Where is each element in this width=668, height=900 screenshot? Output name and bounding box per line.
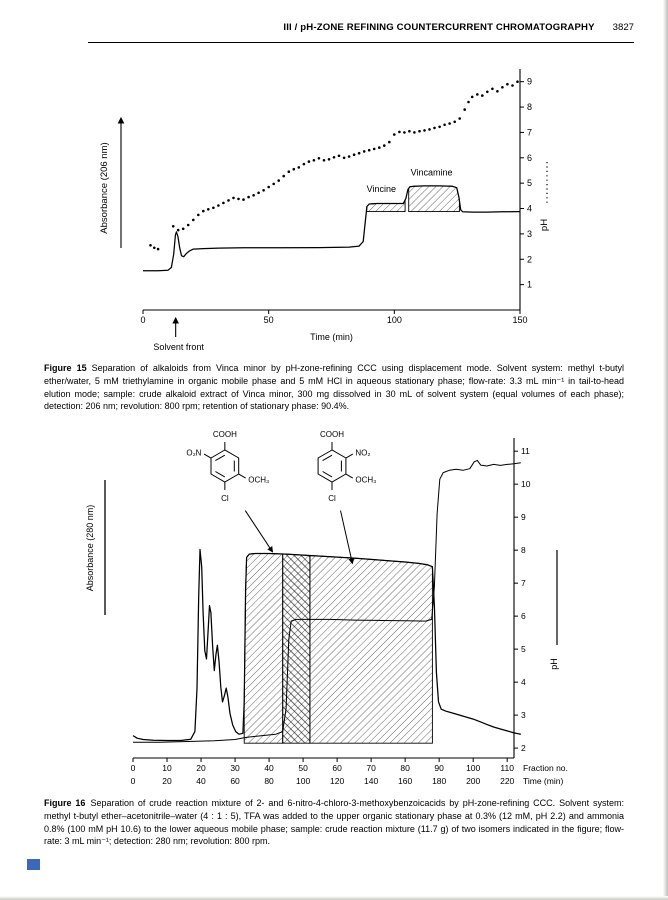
svg-text:10: 10 bbox=[162, 763, 172, 774]
svg-text:Absorbance (206 nm): Absorbance (206 nm) bbox=[99, 142, 110, 234]
svg-text:200: 200 bbox=[466, 776, 481, 787]
running-head: III / pH-ZONE REFINING COUNTERCURRENT CHROMATOGRAPHY bbox=[283, 22, 595, 33]
figure-16-label: Figure 16 bbox=[44, 798, 86, 809]
svg-text:0: 0 bbox=[140, 315, 146, 325]
svg-text:100: 100 bbox=[386, 315, 402, 325]
svg-text:100: 100 bbox=[466, 763, 481, 774]
svg-text:1: 1 bbox=[527, 279, 533, 290]
figure-15-caption bbox=[44, 362, 624, 413]
svg-text:60: 60 bbox=[230, 776, 240, 787]
svg-text:50: 50 bbox=[263, 315, 274, 325]
svg-text:Cl: Cl bbox=[221, 494, 229, 504]
figure-16-caption-text: Separation of crude reaction mixture of 2- and 6-nitro-4-chloro-3-methoxybenzoicacids by pH-zone-refining CCC. Solvent system: methyl t-butyl ether–acetonitrile–water (4 : 1 : 5), TFA was added to the upper organic stationary phase at 0.3% (12 mM, pH 2.2) and ammonia 0.8% (100 mM pH 10.6) to the lower aqueous mobile phase; sample: crude reaction mixture (11.7 g) of two isomers indicated in the figure; flow-rate: 3 mL min⁻¹; detection: 280 nm; revolution: 800 rpm. bbox=[44, 798, 625, 847]
svg-text:9: 9 bbox=[527, 76, 533, 87]
figure-15-chart bbox=[55, 58, 668, 354]
svg-text:160: 160 bbox=[398, 776, 413, 787]
svg-text:4: 4 bbox=[527, 203, 533, 214]
svg-text:COOH: COOH bbox=[320, 430, 345, 440]
svg-text:pH: pH bbox=[539, 218, 550, 232]
svg-text:7: 7 bbox=[521, 578, 526, 589]
svg-text:180: 180 bbox=[432, 776, 447, 787]
svg-text:COOH: COOH bbox=[212, 430, 237, 440]
svg-text:80: 80 bbox=[264, 776, 274, 787]
page-number: 3827 bbox=[612, 22, 634, 33]
svg-text:6: 6 bbox=[521, 611, 526, 622]
page-edge-right bbox=[663, 0, 668, 900]
figure-16-caption bbox=[44, 797, 624, 848]
svg-text:0: 0 bbox=[130, 776, 136, 787]
page-corner-marker bbox=[27, 859, 40, 870]
figure-16-chart bbox=[45, 423, 668, 789]
svg-text:9: 9 bbox=[521, 512, 526, 523]
svg-text:120: 120 bbox=[330, 776, 345, 787]
svg-text:NO₂: NO₂ bbox=[355, 448, 371, 458]
svg-text:Time (min): Time (min) bbox=[310, 332, 353, 342]
svg-text:110: 110 bbox=[500, 763, 514, 774]
svg-text:100: 100 bbox=[295, 776, 311, 787]
svg-text:60: 60 bbox=[332, 763, 342, 774]
svg-text:Vincine: Vincine bbox=[366, 184, 397, 195]
svg-text:O₂N: O₂N bbox=[186, 448, 202, 458]
figure-15 bbox=[0, 58, 668, 413]
svg-text:pH: pH bbox=[549, 658, 559, 670]
figure-15-label: Figure 15 bbox=[44, 363, 87, 373]
svg-text:2: 2 bbox=[521, 743, 526, 754]
svg-text:0: 0 bbox=[130, 763, 136, 774]
svg-text:220: 220 bbox=[500, 776, 515, 787]
svg-text:Solvent front: Solvent front bbox=[153, 342, 204, 352]
svg-text:140: 140 bbox=[364, 776, 379, 787]
svg-text:10: 10 bbox=[521, 479, 531, 490]
svg-text:Vincamine: Vincamine bbox=[410, 167, 453, 178]
svg-text:6: 6 bbox=[527, 152, 533, 163]
svg-text:5: 5 bbox=[527, 178, 533, 189]
svg-text:Absorbance (280 nm): Absorbance (280 nm) bbox=[85, 504, 95, 592]
page-edge-bottom bbox=[0, 896, 668, 900]
svg-text:80: 80 bbox=[400, 763, 410, 774]
svg-text:3: 3 bbox=[521, 710, 526, 721]
svg-text:20: 20 bbox=[162, 776, 172, 787]
svg-text:2: 2 bbox=[527, 254, 533, 265]
svg-text:90: 90 bbox=[434, 763, 444, 774]
svg-text:8: 8 bbox=[521, 545, 526, 556]
svg-text:11: 11 bbox=[521, 446, 530, 457]
svg-text:40: 40 bbox=[196, 776, 206, 787]
svg-text:50: 50 bbox=[298, 763, 308, 774]
page-header bbox=[88, 22, 634, 43]
svg-text:70: 70 bbox=[366, 763, 376, 774]
svg-text:40: 40 bbox=[264, 763, 274, 774]
svg-text:150: 150 bbox=[512, 315, 528, 325]
svg-text:5: 5 bbox=[521, 644, 526, 655]
svg-text:OCH₃: OCH₃ bbox=[355, 475, 377, 485]
svg-text:30: 30 bbox=[230, 763, 240, 774]
svg-text:8: 8 bbox=[527, 102, 533, 113]
svg-text:4: 4 bbox=[521, 677, 526, 688]
svg-text:20: 20 bbox=[196, 763, 206, 774]
svg-text:7: 7 bbox=[527, 127, 533, 138]
svg-text:Time (min): Time (min) bbox=[523, 776, 564, 787]
svg-text:OCH₃: OCH₃ bbox=[248, 475, 270, 485]
svg-text:Fraction no.: Fraction no. bbox=[523, 763, 568, 774]
svg-text:Cl: Cl bbox=[328, 494, 336, 504]
figure-16 bbox=[0, 423, 668, 848]
svg-text:3: 3 bbox=[527, 228, 533, 239]
figure-15-caption-text: Separation of alkaloids from Vinca minor by pH-zone-refining CCC using displacement mode. Solvent system: methyl t-butyl ether/water, 5 mM triethylamine in organic mobile phase and 5 mM HCl in aqueous stationary phase; flow-rate: 3.3 mL min⁻¹ in tail-to-head elution mode; sample: crude alkaloid extract of Vinca minor, 300 mg dissolved in 30 mL of solvent system (equal volumes of each phase); detection: 206 nm; revolution: 800 rpm; retention of stationary phase: 90.4%. bbox=[44, 363, 624, 412]
